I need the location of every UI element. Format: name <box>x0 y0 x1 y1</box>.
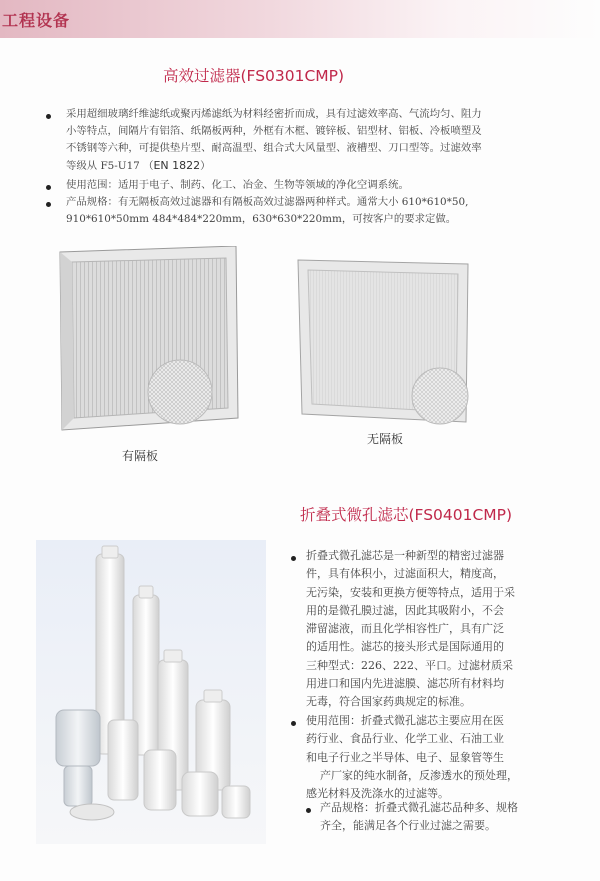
text-line: 无毒，符合国家药典规定的标准。 <box>306 695 471 709</box>
section1-bullet-3-dot <box>46 202 51 207</box>
text-line-end: ） <box>200 160 211 172</box>
text-line <box>66 157 586 175</box>
text-line: 小等特点，间隔片有铝箔、纸隔板两种，外框有木框、镀锌板、铝型材、铝板、冷板喷塑及 <box>66 125 482 137</box>
text-line: 件，具有体积小，过滤面积大，精度高， <box>306 567 504 581</box>
text-line: 滞留滤液，而且化学相容性广，具有广泛 <box>306 622 504 636</box>
text-line: 不锈钢等六种，可提供垫片型、耐高温型、组合式大风量型、液槽型、刀口型等。过滤效率 <box>66 142 482 154</box>
text-line: 使用范围：适用于电子、制药、化工、冶金、生物等领域的净化空调系统。 <box>66 179 409 191</box>
section2-bullet-1-dot <box>291 556 296 561</box>
text-line-start: 等级从 F5-U17 （ <box>66 160 154 172</box>
section2-bullet-2 <box>306 712 546 803</box>
en-standard-ref: EN 1822 <box>153 159 201 172</box>
section1-title: 高效过滤器(FS0301CMP) <box>163 67 345 85</box>
section1-bullet-2 <box>66 177 586 194</box>
section1-bullet-3 <box>66 194 586 228</box>
text-line: 产厂家的纯水制备，反渗透水的预处理， <box>320 768 518 782</box>
text-line: 产品规格：折叠式微孔滤芯品种多、规格 <box>320 801 518 814</box>
text-line: 无污染，安装和更换方便等特点，适用于采 <box>306 585 515 599</box>
text-line: 三种型式：226、222、平口。过滤材质采 <box>306 658 513 672</box>
header-title: 工程设备 <box>2 11 71 30</box>
caption-without-separator: 无隔板 <box>367 432 404 446</box>
section2-bullet-2-dot <box>291 721 296 726</box>
pleated-filter-cartridges-photo <box>36 540 266 844</box>
hepa-filter-with-separator-photo <box>52 246 242 432</box>
text-line: 齐全，能满足各个行业过滤之需要。 <box>320 819 496 833</box>
section2-bullet-3-dot <box>306 808 311 813</box>
section1-bullet-1 <box>66 106 586 175</box>
text-line: 的适用性。滤芯的接头形式是国际通用的 <box>306 640 504 654</box>
text-line: 和电子行业之半导体、电子、显象管等生 <box>306 750 504 764</box>
text-line: 使用范围：折叠式微孔滤芯主要应用在医 <box>306 714 504 727</box>
text-line: 产品规格：有无隔板高效过滤器和有隔板高效过滤器两种样式。通常大小 610*610*50, <box>66 196 469 208</box>
text-line: 折叠式微孔滤芯是一种新型的精密过滤器 <box>306 549 504 562</box>
hepa-filter-without-separator-photo <box>292 258 474 430</box>
text-line: 用进口和国内先进滤膜、滤芯所有材料均 <box>306 677 504 691</box>
section2-bullet-1 <box>306 547 546 712</box>
section1-bullet-2-dot <box>46 185 51 190</box>
header-bar <box>0 0 600 38</box>
section1-bullet-1-dot <box>46 114 51 119</box>
text-line: 用的是微孔膜过滤，因此其吸附小，不会 <box>306 603 504 617</box>
caption-with-separator: 有隔板 <box>122 449 159 463</box>
text-line: 910*610*50mm 484*484*220mm，630*630*220mm，可按客户的要求定做。 <box>66 213 457 225</box>
section2-bullet-3 <box>320 799 550 836</box>
text-line: 感光材料及洗涤水的过滤等。 <box>306 787 449 801</box>
text-line: 药行业、食品行业、化学工业、石油工业 <box>306 732 504 746</box>
text-line: 采用超细玻璃纤维滤纸或聚丙烯滤纸为材料经密折而成，具有过滤效率高、气流均匀、阻力 <box>66 108 482 120</box>
section2-title: 折叠式微孔滤芯(FS0401CMP) <box>300 506 513 524</box>
